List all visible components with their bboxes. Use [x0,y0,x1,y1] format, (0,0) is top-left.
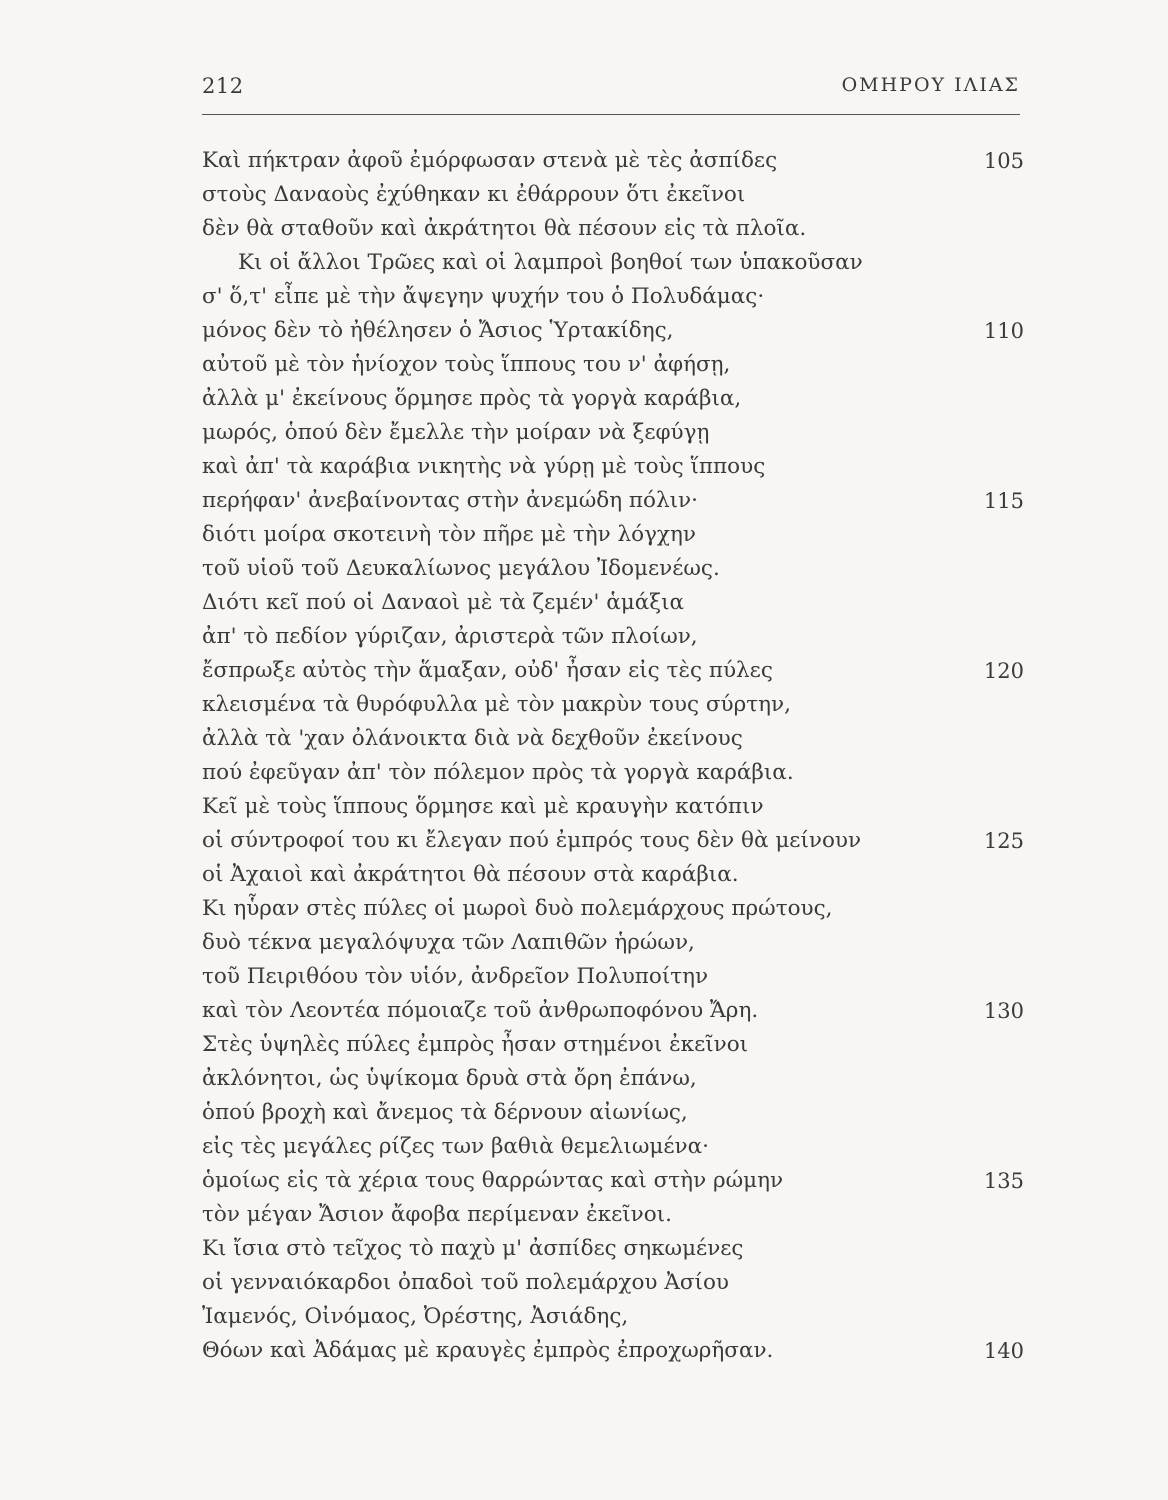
verse-line [202,620,1024,654]
verse-text: Θόων καὶ Ἀδάμας μὲ κραυγὲς ἐμπρὸς ἐπροχωρῆσαν. [202,1338,774,1363]
verse-text: οἱ γενναιόκαρδοι ὀπαδοὶ τοῦ πολεμάρχου Ἀσίου [202,1270,729,1295]
header-rule [202,114,1020,115]
verse-text: Κεῖ μὲ τοὺς ἵππους ὅρμησε καὶ μὲ κραυγὴν κατόπιν [202,794,764,819]
verse-line [202,1300,1024,1334]
verse-line [202,586,1024,620]
verse-text: μόνος δὲν τὸ ἠθέλησεν ὁ Ἄσιος Ὑρτακίδης, [202,318,674,343]
verse-text: μωρός, ὁπού δὲν ἔμελλε τὴν μοίραν νὰ ξεφύγῃ [202,420,710,445]
verse-line [202,926,1024,960]
verse-line [202,518,1024,552]
verse-text: τοῦ υἱοῦ τοῦ Δευκαλίωνος μεγάλου Ἰδομενέως. [202,556,720,581]
verse-line [202,416,1024,450]
line-number: 130 [983,999,1024,1023]
verse-text: Καὶ πήκτραν ἀφοῦ ἐμόρφωσαν στενὰ μὲ τὲς ἀσπίδες [202,148,778,173]
verse-text: Κι ἴσια στὸ τεῖχος τὸ παχὺ μ' ἀσπίδες σηκωμένες [202,1236,744,1261]
verse-text: Στὲς ὑψηλὲς πύλες ἐμπρὸς ἦσαν στημένοι ἐκεῖνοι [202,1032,749,1057]
verse-text: ἀλλὰ μ' ἐκείνους ὅρμησε πρὸς τὰ γοργὰ καράβια, [202,386,742,411]
verse-line [202,1164,1024,1198]
verse-line [202,280,1024,314]
verse-text: αὐτοῦ μὲ τὸν ἡνίοχον τοὺς ἵππους του ν' ἀφήσῃ, [202,352,731,377]
verse-text: τοῦ Πειριθόου τὸν υἱόν, ἀνδρεῖον Πολυποίτην [202,964,709,989]
running-title: ΟΜΗΡΟΥ ΙΛΙΑΣ [841,74,1020,96]
line-number: 120 [983,659,1024,683]
line-number: 105 [983,149,1024,173]
verse-line [202,1232,1024,1266]
verse-line [202,246,1024,280]
verse-line [202,1334,1024,1368]
verse-line [202,790,1024,824]
verse-line [202,1062,1024,1096]
line-number: 135 [983,1169,1024,1193]
page-number: 212 [202,74,244,98]
line-number: 115 [983,489,1024,513]
verse-line [202,824,1024,858]
page-header [202,74,1020,108]
verse-text: Κι οἱ ἄλλοι Τρῶες καὶ οἱ λαμπροὶ βοηθοί των ὑπακοῦσαν [238,250,863,275]
verse-line [202,654,1024,688]
verse-line [202,178,1024,212]
verse-line [202,892,1024,926]
verse-text: ὁμοίως εἰς τὰ χέρια τους θαρρώντας καὶ στὴν ρώμην [202,1168,784,1193]
verse-line [202,960,1024,994]
verse-line [202,1198,1024,1232]
verse-line [202,314,1024,348]
verse-line [202,484,1024,518]
verse-text: Κι ηὗραν στὲς πύλες οἱ μωροὶ δυὸ πολεμάρχους πρώτους, [202,896,833,921]
verse-text: ἀλλὰ τὰ 'χαν ὀλάνοικτα διὰ νὰ δεχθοῦν ἐκείνους [202,726,743,751]
verse-line [202,756,1024,790]
verse-text: πού ἐφεῦγαν ἀπ' τὸν πόλεμον πρὸς τὰ γοργὰ καράβια. [202,760,794,785]
verse-text: ὁπού βροχὴ καὶ ἄνεμος τὰ δέρνουν αἰωνίως, [202,1100,688,1125]
verse-line [202,212,1024,246]
verse-text: στοὺς Δαναοὺς ἐχύθηκαν κι ἐθάρρουν ὅτι ἐκεῖνοι [202,182,746,207]
verse-list [202,144,1024,1368]
verse-text: δὲν θὰ σταθοῦν καὶ ἀκράτητοι θὰ πέσουν εἰς τὰ πλοῖα. [202,216,807,241]
verse-line [202,450,1024,484]
line-number: 140 [983,1339,1024,1363]
verse-line [202,552,1024,586]
verse-line [202,994,1024,1028]
verse-text: τὸν μέγαν Ἄσιον ἄφοβα περίμεναν ἐκεῖνοι. [202,1202,672,1227]
verse-line [202,1028,1024,1062]
verse-line [202,1096,1024,1130]
verse-text: περήφαν' ἀνεβαίνοντας στὴν ἀνεμώδη πόλιν· [202,488,698,513]
verse-line [202,722,1024,756]
verse-text: ἀκλόνητοι, ὡς ὑψίκομα δρυὰ στὰ ὄρη ἐπάνω, [202,1066,697,1091]
verse-text: οἱ Ἀχαιοὶ καὶ ἀκράτητοι θὰ πέσουν στὰ καράβια. [202,862,739,887]
verse-text: κλεισμένα τὰ θυρόφυλλα μὲ τὸν μακρὺν τους σύρτην, [202,692,791,717]
verse-line [202,858,1024,892]
verse-line [202,1266,1024,1300]
verse-text: Ἰαμενός, Οἰνόμαος, Ὀρέστης, Ἀσιάδης, [202,1304,629,1329]
line-number: 125 [983,829,1024,853]
verse-text: οἱ σύντροφοί του κι ἔλεγαν πού ἐμπρός τους δὲν θὰ μείνουν [202,828,862,853]
verse-text: διότι μοίρα σκοτεινὴ τὸν πῆρε μὲ τὴν λόγχην [202,522,696,547]
verse-text: καὶ τὸν Λεοντέα πόμοιαζε τοῦ ἀνθρωποφόνου Ἄρη. [202,998,759,1023]
verse-line [202,688,1024,722]
verse-text: ἀπ' τὸ πεδίον γύριζαν, ἀριστερὰ τῶν πλοίων, [202,624,698,649]
verse-line [202,348,1024,382]
verse-text: ἔσπρωξε αὐτὸς τὴν ἅμαξαν, οὐδ' ἦσαν εἰς τὲς πύλες [202,658,773,683]
verse-line [202,1130,1024,1164]
verse-text: σ' ὅ,τ' εἶπε μὲ τὴν ἄψεγην ψυχήν του ὁ Πολυδάμας· [202,284,765,309]
verse-line [202,144,1024,178]
verse-text: εἰς τὲς μεγάλες ρίζες των βαθιὰ θεμελιωμένα· [202,1134,709,1159]
line-number: 110 [983,319,1024,343]
verse-text: δυὸ τέκνα μεγαλόψυχα τῶν Λαπιθῶν ἡρώων, [202,930,695,955]
verse-text: καὶ ἀπ' τὰ καράβια νικητὴς νὰ γύρῃ μὲ τοὺς ἵππους [202,454,766,479]
verse-line [202,382,1024,416]
verse-text: Διότι κεῖ πού οἱ Δαναοὶ μὲ τὰ ζεμέν' ἁμάξια [202,590,685,615]
